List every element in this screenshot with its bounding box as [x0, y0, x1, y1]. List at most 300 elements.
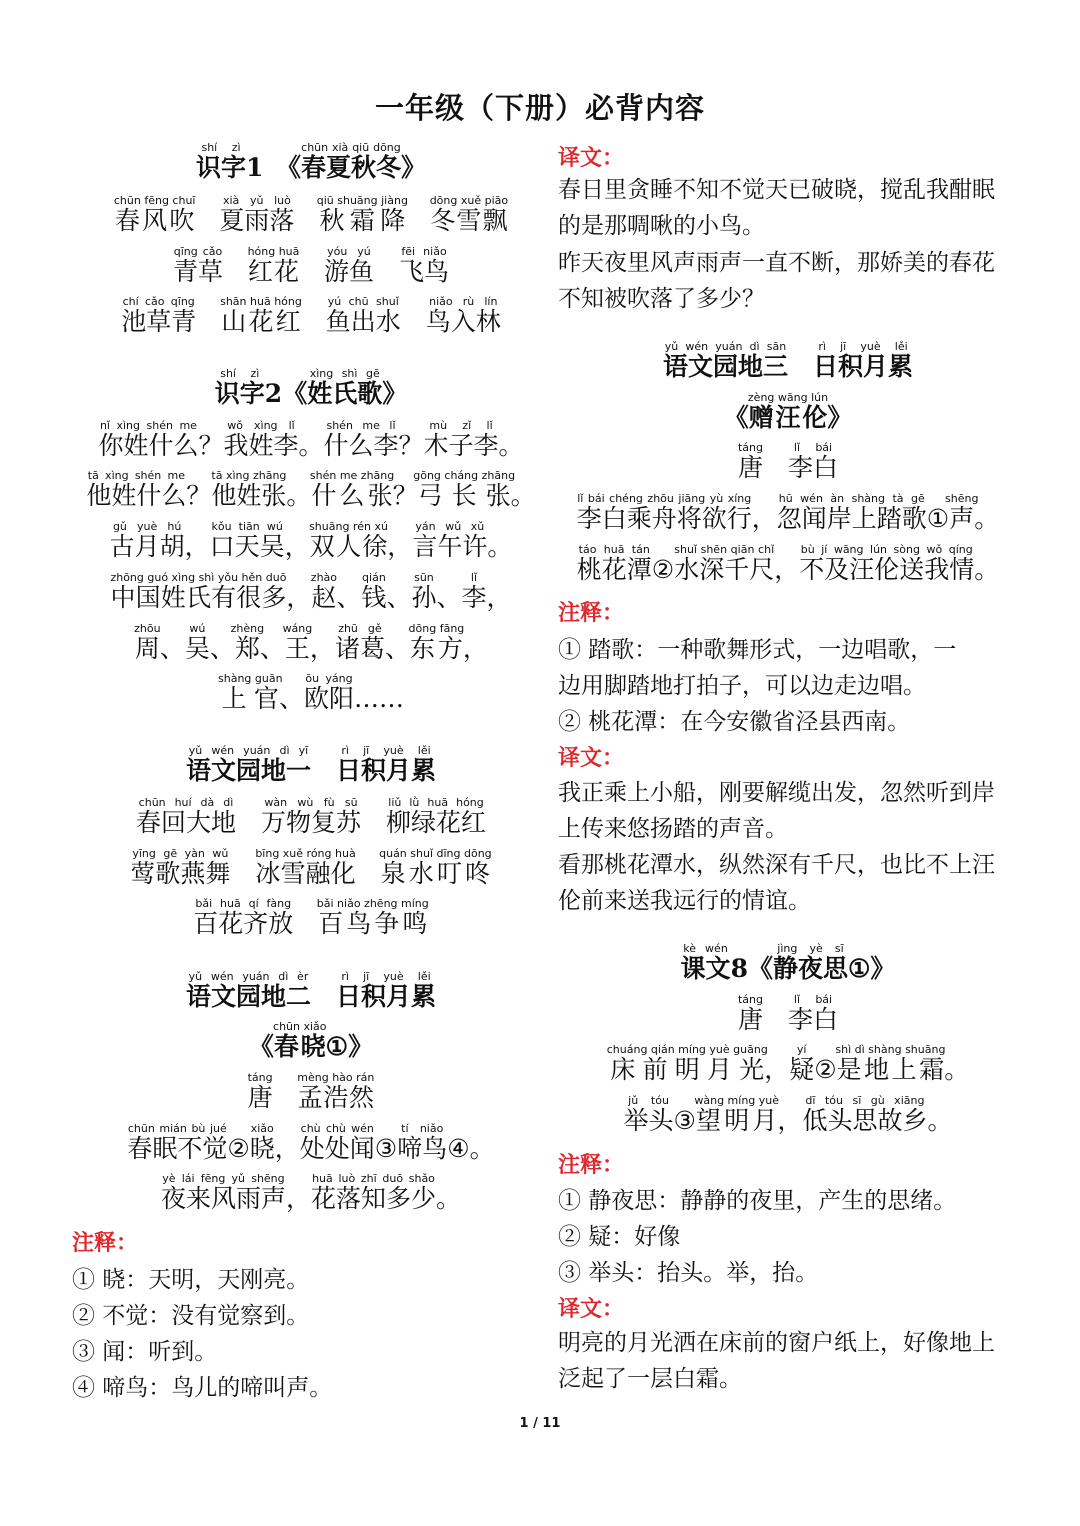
punctuation: 。	[927, 1106, 953, 1135]
hanzi-text: 赠汪伦	[747, 403, 829, 432]
punctuation: ③	[374, 1134, 398, 1163]
hanzi-text: 识字	[196, 153, 247, 182]
punctuation: 。	[510, 481, 536, 510]
hanzi-text: 周	[134, 634, 161, 663]
hanzi-text: 静夜思	[772, 954, 848, 983]
punctuation: 。	[298, 431, 324, 460]
ruby-word	[461, 571, 487, 612]
hanzi-text: 忽闻岸上踏歌	[776, 504, 927, 533]
punctuation: 、	[384, 634, 410, 663]
pinyin-annotation: bù jí wāng lún sòng wǒ qíng	[799, 543, 975, 556]
ruby-word	[412, 520, 488, 561]
ruby-word	[945, 492, 979, 533]
ruby-word	[86, 469, 187, 510]
poem-title	[72, 745, 550, 787]
pinyin-annotation: zèng wāng lún	[747, 391, 829, 404]
punctuation	[401, 307, 426, 336]
pinyin-annotation: lǐ bái	[788, 441, 839, 454]
ruby-word	[130, 847, 231, 888]
punctuation: ？	[392, 481, 418, 510]
punctuation: 。	[974, 555, 1000, 584]
hanzi-text: 不及汪伦送我情	[799, 555, 975, 584]
punctuation: 。	[286, 481, 312, 510]
pinyin-annotation: shàng guān	[218, 672, 283, 685]
pinyin-annotation: bīng xuě róng huà	[255, 847, 356, 860]
punctuation	[194, 206, 219, 235]
hanzi-text: 孙	[411, 583, 437, 612]
poem-title	[72, 1021, 550, 1063]
punctuation: ②	[227, 1134, 250, 1163]
hanzi-text: 东方	[408, 634, 465, 663]
ruby-word	[300, 141, 401, 182]
page-title: 一年级（下册）必背内容	[374, 91, 705, 125]
hanzi-text: 古月胡	[109, 532, 185, 561]
annotation-note: ① 晓：天明，天刚亮。	[72, 1267, 310, 1293]
ruby-word	[772, 942, 848, 983]
ruby-word	[110, 571, 287, 612]
poem-title	[558, 943, 1018, 985]
punctuation: 《	[747, 954, 773, 983]
poem-line	[72, 673, 550, 715]
hanzi-text: 诸葛	[334, 634, 385, 663]
ruby-word	[576, 492, 752, 533]
ruby-word	[737, 441, 763, 482]
annotation-note: ③ 举头：抬头。举，抬。	[558, 1260, 819, 1286]
punctuation	[788, 352, 813, 381]
pinyin-annotation: liǔ lǜ huā hóng	[386, 796, 487, 809]
punctuation: ④	[447, 1134, 470, 1163]
pinyin-annotation: shēng	[945, 492, 979, 505]
ruby-word	[249, 1122, 275, 1163]
hanzi-text: 青草	[172, 257, 223, 286]
pinyin-annotation: yán wǔ xǔ	[412, 520, 488, 533]
punctuation: ，	[309, 634, 335, 663]
hanzi-text: 春风吹	[113, 206, 196, 235]
ruby-word	[303, 672, 354, 713]
pinyin-annotation: chuáng qián míng yuè guāng	[606, 1043, 768, 1056]
hanzi-text: 望明月	[694, 1106, 780, 1135]
hanzi-text: 言午许	[412, 532, 488, 561]
punctuation: ②	[651, 555, 675, 584]
punctuation: 。	[944, 1055, 970, 1084]
punctuation	[223, 257, 248, 286]
pinyin-annotation: chūn huí dà dì	[135, 796, 236, 809]
ruby-word	[336, 970, 437, 1011]
ruby-word	[211, 469, 287, 510]
ruby-word	[230, 622, 265, 663]
punctuation: 》	[382, 379, 408, 408]
punctuation: 。	[498, 431, 524, 460]
punctuation	[196, 307, 221, 336]
punctuation	[763, 453, 788, 482]
pinyin-annotation: yīng gē yàn wǔ	[130, 847, 231, 860]
hanzi-text: 日积月累	[813, 352, 914, 381]
section-heading: 译文：	[558, 1296, 625, 1322]
ruby-word	[98, 419, 199, 460]
hanzi-text: 晓	[249, 1134, 275, 1163]
ruby-word	[334, 622, 385, 663]
pinyin-annotation: bǎi niǎo zhēng míng	[316, 897, 429, 910]
translation-paragraph: 昨天夜里风声雨声一直不断，那娇美的春花不知被吹落了多少？	[558, 250, 995, 312]
pinyin-annotation: tā xìng zhāng	[211, 469, 287, 482]
ruby-word	[193, 897, 294, 938]
pinyin-annotation: zhào	[310, 571, 338, 584]
hanzi-text: 鸟入林	[425, 307, 501, 336]
punctuation	[263, 153, 288, 182]
punctuation: 、	[259, 634, 285, 663]
hanzi-text: 语文园地二	[185, 982, 311, 1011]
hanzi-text: 你姓什么	[98, 431, 199, 460]
pinyin-annotation: lǐ bái	[788, 993, 839, 1006]
ruby-word	[802, 1094, 928, 1135]
hanzi-text: 钱	[361, 583, 387, 612]
punctuation	[230, 859, 255, 888]
hanzi-text: 声	[945, 504, 979, 533]
punctuation: ①	[926, 504, 950, 533]
section-heading: 译文：	[558, 145, 625, 171]
pinyin-annotation: xìng shì gē	[307, 367, 383, 380]
punctuation: ？	[398, 431, 424, 460]
hanzi-text: 夏雨落	[219, 206, 295, 235]
ruby-word	[260, 796, 361, 837]
ruby-word	[379, 847, 492, 888]
annotation-note: ④ 啼鸟：鸟儿的啼叫声。	[72, 1375, 333, 1401]
punctuation: 》	[827, 403, 853, 432]
section-heading: 注释：	[558, 600, 625, 626]
pinyin-annotation: wǒ xìng lǐ	[223, 419, 299, 432]
poem-line	[72, 623, 550, 665]
hanzi-text: 花落知多少	[311, 1184, 437, 1213]
pinyin-annotation: wàng míng yuè	[694, 1094, 780, 1107]
pinyin-annotation: chí cǎo qīng	[121, 295, 197, 308]
ruby-word	[413, 469, 516, 510]
poem-title	[558, 341, 1018, 383]
hanzi-text: 语文园地三	[662, 352, 788, 381]
pinyin-annotation: gōng cháng zhāng	[413, 469, 516, 482]
hanzi-text: 水深千尺	[674, 555, 775, 584]
punctuation: 、	[159, 634, 185, 663]
ruby-word	[299, 1122, 375, 1163]
pinyin-annotation: chūn xià qiū dōng	[300, 141, 401, 154]
ruby-word	[220, 295, 302, 336]
poem-line	[72, 420, 550, 462]
pinyin-annotation: yǔ wén yuán dì yī	[185, 744, 311, 757]
ruby-word	[255, 847, 356, 888]
pinyin-annotation: wáng	[282, 622, 313, 635]
pinyin-annotation: lǐ	[461, 571, 487, 584]
hanzi-text: 上官	[218, 684, 283, 713]
annotation-note: ② 不觉：没有觉察到。	[72, 1303, 310, 1329]
poem-line	[558, 1044, 1018, 1086]
pinyin-annotation: nǐ xìng shén me	[98, 419, 199, 432]
poem-line	[72, 572, 550, 614]
ruby-word	[209, 520, 285, 561]
translation-paragraph: 春日里贪睡不知不觉天已破晓，搅乱我酣眠的是那啁啾的小鸟。	[558, 177, 995, 239]
punctuation: 》	[348, 1032, 374, 1061]
poem-line	[72, 898, 550, 940]
ruby-word	[325, 295, 401, 336]
pinyin-annotation: mèng hào rán	[297, 1071, 375, 1084]
hanzi-text: 春眠不觉	[127, 1134, 228, 1163]
ruby-word	[196, 141, 247, 182]
poem-title	[558, 392, 1018, 434]
punctuation: 。	[974, 504, 1000, 533]
translation-paragraph: 我正乘上小船，刚要解缆出发，忽然听到岸上传来悠扬踏的声音。	[558, 780, 995, 842]
pinyin-annotation: shén me zhāng	[309, 469, 395, 482]
pinyin-annotation: yè lái fēng yǔ shēng	[160, 1172, 286, 1185]
pinyin-annotation: táng	[247, 1071, 273, 1084]
ruby-word	[316, 897, 429, 938]
punctuation	[356, 859, 381, 888]
ruby-word	[219, 194, 295, 235]
hanzi-text: 春回大地	[135, 808, 236, 837]
hanzi-text: 万物复苏	[260, 808, 361, 837]
ruby-word	[307, 367, 383, 408]
punctuation: 。	[436, 1184, 462, 1213]
ruby-word	[172, 245, 223, 286]
pinyin-annotation: huā luò zhī duō shǎo	[311, 1172, 436, 1185]
hanzi-text: 夜来风雨声	[160, 1184, 286, 1213]
punctuation: ？	[186, 481, 212, 510]
hanzi-text: 我姓李	[223, 431, 299, 460]
ruby-word	[399, 245, 450, 286]
ruby-word	[606, 1043, 768, 1084]
pinyin-annotation: dōng xuě piāo	[429, 194, 509, 207]
punctuation: ，	[286, 583, 312, 612]
hanzi-text: 王	[282, 634, 313, 663]
hanzi-text: 秋霜降	[316, 206, 408, 235]
pinyin-annotation: shén me lǐ	[323, 419, 399, 432]
pinyin-annotation: chūn mián bù jué	[127, 1122, 228, 1135]
ruby-word	[386, 796, 487, 837]
punctuation: 2	[264, 379, 283, 408]
poem-line	[558, 442, 1018, 484]
pinyin-annotation: mù zǐ lǐ	[423, 419, 499, 432]
punctuation: 《	[723, 403, 749, 432]
hanzi-text: 李白	[788, 1005, 839, 1034]
ruby-word	[297, 1071, 375, 1112]
hanzi-text: 李	[461, 583, 487, 612]
pinyin-annotation: zhōng guó xìng shì yǒu hěn duō	[110, 571, 287, 584]
ruby-word	[310, 571, 338, 612]
punctuation	[293, 909, 318, 938]
punctuation: 、	[386, 583, 412, 612]
punctuation: 《	[282, 379, 308, 408]
pinyin-annotation: chūn xiǎo	[273, 1020, 327, 1033]
pinyin-annotation: shì dì shàng shuāng	[835, 1043, 946, 1056]
hanzi-text: 百鸟争鸣	[316, 909, 429, 938]
poem-line	[72, 848, 550, 890]
hanzi-text: 姓氏歌	[307, 379, 383, 408]
hanzi-text: 池草青	[121, 307, 197, 336]
translation-paragraph: 明亮的月光洒在床前的窗户纸上，好像地上泛起了一层白霜。	[558, 1330, 995, 1392]
ruby-word	[316, 194, 408, 235]
punctuation	[236, 808, 261, 837]
hanzi-text: 赵	[310, 583, 337, 612]
ruby-word	[214, 367, 265, 408]
punctuation: ①	[325, 1032, 349, 1061]
hanzi-text: 郑	[230, 634, 265, 663]
punctuation: 。	[469, 1134, 495, 1163]
ruby-word	[789, 1043, 815, 1084]
ruby-word	[813, 340, 914, 381]
punctuation: ，	[387, 532, 413, 561]
section-heading: 译文：	[558, 745, 625, 771]
pinyin-annotation: gǔ yuè hú	[109, 520, 185, 533]
poem-line	[558, 544, 1018, 586]
hanzi-text: 桃花潭	[576, 555, 652, 584]
pinyin-annotation: shí zì	[196, 141, 246, 154]
punctuation	[299, 257, 324, 286]
poem-line	[72, 1173, 550, 1215]
hanzi-text: 日积月累	[336, 982, 437, 1011]
pinyin-annotation: jìng yè sī	[772, 942, 848, 955]
pinyin-annotation: táng	[737, 441, 763, 454]
hanzi-text: 什么李	[323, 431, 399, 460]
ruby-word	[134, 622, 161, 663]
poem-line	[72, 1072, 550, 1114]
pinyin-annotation: qiū shuāng jiàng	[316, 194, 408, 207]
poem-title	[72, 368, 550, 410]
ruby-word	[311, 1172, 437, 1213]
ruby-word	[309, 520, 388, 561]
punctuation	[311, 756, 336, 785]
pinyin-annotation: táo huā tán	[576, 543, 652, 556]
annotation-note: ② 桃花潭：在今安徽省泾县西南。	[558, 709, 911, 735]
poem-line	[72, 797, 550, 839]
hanzi-text: 课文	[680, 954, 731, 983]
ruby-word	[423, 419, 499, 460]
ruby-word	[127, 1122, 228, 1163]
annotation-note: ② 疑：好像	[558, 1224, 681, 1250]
hanzi-text: 春晓	[273, 1032, 327, 1061]
hanzi-text: 唐	[737, 453, 763, 482]
punctuation	[311, 982, 336, 1011]
ruby-word	[576, 543, 652, 584]
pinyin-annotation: yí	[789, 1043, 815, 1056]
section-heading: 注释：	[72, 1230, 139, 1256]
hanzi-text: 山花红	[220, 307, 302, 336]
ruby-word	[323, 245, 374, 286]
pinyin-annotation: dī tóu sī gù xiāng	[802, 1094, 928, 1107]
pinyin-annotation: niǎo rù lín	[425, 295, 501, 308]
ruby-word	[674, 543, 775, 584]
hanzi-text: 柳绿花红	[386, 808, 487, 837]
pinyin-annotation: shí zì	[214, 367, 265, 380]
pinyin-annotation: qīng cǎo	[172, 245, 223, 258]
punctuation	[361, 808, 386, 837]
punctuation: ，	[285, 1184, 311, 1213]
punctuation	[273, 1083, 298, 1112]
poem-line	[558, 994, 1018, 1036]
pinyin-annotation: xiǎo	[249, 1122, 275, 1135]
poem-line	[558, 493, 1018, 535]
ruby-word	[788, 993, 839, 1034]
punctuation: ……	[353, 684, 404, 713]
punctuation	[763, 1005, 788, 1034]
punctuation	[301, 307, 326, 336]
pinyin-annotation: yú chū shuǐ	[325, 295, 401, 308]
punctuation: 、	[209, 634, 235, 663]
hanzi-text: 是地上霜	[835, 1055, 946, 1084]
poem-line	[72, 296, 550, 338]
ruby-word	[662, 340, 788, 381]
ruby-word	[218, 672, 283, 713]
pinyin-annotation: rì jī yuè lěi	[813, 340, 913, 353]
ruby-word	[361, 571, 387, 612]
ruby-word	[429, 194, 509, 235]
pinyin-annotation: zhōu	[134, 622, 161, 635]
hanzi-text: 识字	[214, 379, 265, 408]
hanzi-text: 欧阳	[303, 684, 354, 713]
punctuation: 》	[400, 153, 426, 182]
punctuation: ，	[774, 555, 800, 584]
ruby-word	[185, 744, 311, 785]
ruby-word	[397, 1122, 448, 1163]
annotation-note: ③ 闻：听到。	[72, 1339, 218, 1365]
hanzi-text: 口天吴	[209, 532, 285, 561]
pinyin-annotation: táng	[737, 993, 763, 1006]
ruby-word	[113, 194, 196, 235]
pinyin-annotation: hóng huā	[247, 245, 300, 258]
ruby-word	[247, 1071, 273, 1112]
punctuation: ，	[486, 583, 512, 612]
punctuation: ，	[184, 532, 210, 561]
hanzi-text: 李白乘舟将欲行	[576, 504, 752, 533]
hanzi-text: 泉水叮咚	[379, 859, 492, 888]
pinyin-annotation: qián	[361, 571, 387, 584]
punctuation	[405, 206, 430, 235]
pinyin-annotation: hū wén àn shàng tà gē	[776, 492, 927, 505]
hanzi-text: 他姓张	[211, 481, 287, 510]
hanzi-text: 唐	[737, 1005, 763, 1034]
pinyin-annotation: ōu yáng	[303, 672, 354, 685]
hanzi-text: 百花齐放	[193, 909, 294, 938]
hanzi-text: 游鱼	[323, 257, 374, 286]
pinyin-annotation: sūn	[411, 571, 437, 584]
pinyin-annotation: tā xìng shén me	[86, 469, 187, 482]
punctuation: ③	[673, 1106, 696, 1135]
hanzi-text: 吴	[184, 634, 210, 663]
ruby-word	[135, 796, 236, 837]
poem-line	[72, 1123, 550, 1165]
ruby-word	[694, 1094, 780, 1135]
hanzi-text: 双人徐	[309, 532, 388, 561]
hanzi-text: 啼鸟	[397, 1134, 448, 1163]
poem-title	[72, 971, 550, 1013]
pinyin-annotation: xià yǔ luò	[219, 194, 295, 207]
ruby-word	[336, 744, 437, 785]
punctuation: ，	[274, 1134, 300, 1163]
punctuation: 》	[870, 954, 896, 983]
punctuation: ，	[751, 504, 777, 533]
ruby-word	[160, 1172, 286, 1213]
hanzi-text: 李白	[788, 453, 839, 482]
punctuation: 1	[246, 153, 264, 182]
ruby-word	[184, 622, 210, 663]
pinyin-annotation: lǐ bái chéng zhōu jiāng yù xíng	[576, 492, 752, 505]
punctuation: ？	[198, 431, 224, 460]
pinyin-annotation: jǔ tóu	[623, 1094, 674, 1107]
pinyin-annotation: dōng fāng	[408, 622, 465, 635]
hanzi-text: 飞鸟	[399, 257, 450, 286]
ruby-word	[747, 391, 829, 432]
ruby-word	[788, 441, 839, 482]
punctuation: ，	[777, 1106, 803, 1135]
hanzi-text: 处处闻	[299, 1134, 375, 1163]
ruby-word	[680, 942, 731, 983]
pinyin-annotation: yǔ wén yuán dì sān	[662, 340, 788, 353]
